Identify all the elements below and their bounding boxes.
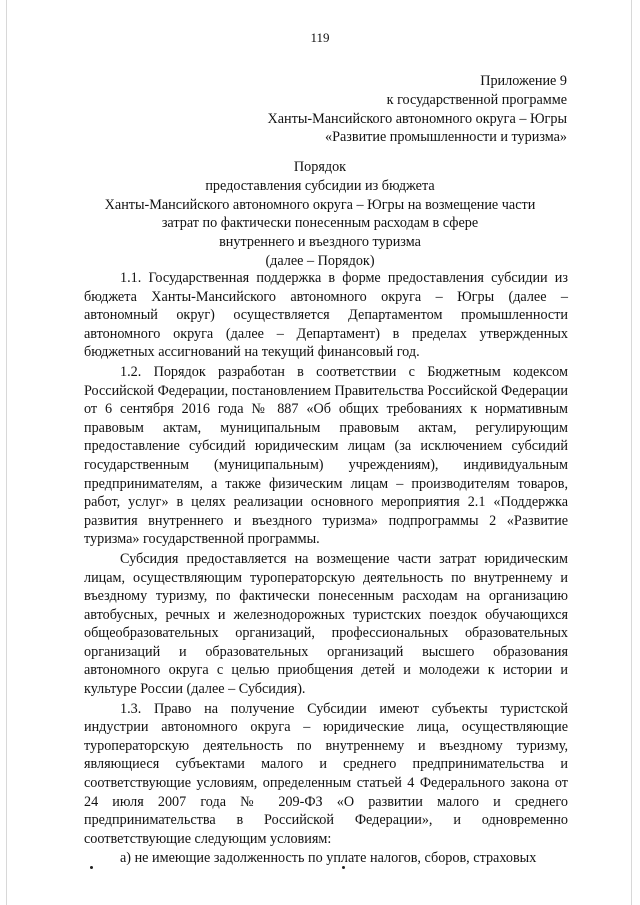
appendix-header	[267, 72, 567, 147]
page-number: 119	[310, 30, 330, 45]
title-line: предоставления субсидии из бюджета	[205, 177, 435, 194]
title-line: затрат по фактически понесенным расходам в сфере	[161, 215, 479, 232]
title-line: внутреннего и въездного туризма	[219, 234, 421, 251]
paragraph-1-3: 1.3. Право на получение Субсидии имеют субъекты туристской индустрии автономного округа – юридические лица, осуществляющие туроператорскую деятельность по внутреннему и въездному туризму, являющиеся субъектами малого и среднего предпринимательства и соответствующие условиям, определенным статьей 4 Федерального закона от 24 июля 2007 года № 209-ФЗ «О развитии малого и среднего предпринимательства в Российской Федерации», и одновременно соответствующие следующим условиям:	[84, 700, 568, 847]
title-line: (далее – Порядок)	[265, 252, 375, 269]
title-line: Ханты-Мансийского автономного округа – Югры на возмещение части	[104, 196, 536, 213]
appendix-line: «Развитие промышленности и туризма»	[324, 129, 567, 146]
paragraph-subsidy: Субсидия предоставляется на возмещение части затрат юридическим лицам, осуществляющим туроператорскую деятельность по внутреннему и въездному туризму, по фактически понесенным расходам на организацию автобусных, речных и железнодорожных туристских поездок обучающихся общеобразовательных организаций, профессиональных образовательных организаций и образовательных организаций высшего образования автономного округа с целью приобщения детей и молодежи к истории и культуре России (далее – Субсидия).	[84, 550, 568, 698]
appendix-line: к государственной программе	[386, 91, 567, 108]
document-title	[90, 158, 550, 271]
document-body	[84, 269, 568, 868]
paragraph-1-1: 1.1. Государственная поддержка в форме предоставления субсидии из бюджета Ханты-Мансийского автономного округа – Югры (далее – автономный округ) осуществляется Департаментом промышленности автономного округа (далее – Департамент) в пределах утвержденных бюджетных ассигнований на текущий финансовый год.	[84, 270, 568, 361]
title-line: Порядок	[293, 159, 347, 175]
page-edge-right	[631, 0, 632, 905]
appendix-line: Ханты-Мансийского автономного округа – Югры	[267, 110, 567, 127]
scan-speck	[90, 866, 93, 869]
scan-speck	[342, 866, 345, 869]
page-edge-left	[6, 0, 7, 905]
paragraph-1-2: 1.2. Порядок разработан в соответствии с Бюджетным кодексом Российской Федерации, постановлением Правительства Российской Федерации от 6 сентября 2016 года № 887 «Об общих требованиях к нормативным правовым актам, муниципальным правовым актам, регулирующим предоставление субсидий юридическим лицам (за исключением субсидий государственным (муниципальным) учреждениям), индивидуальным предпринимателям, а также физическим лицам – производителям товаров, работ, услуг» в целях реализации основного мероприятия 2.1 «Поддержка развития внутреннего и въездного туризма» подпрограммы 2 «Развитие туризма» государственной программы.	[84, 363, 568, 548]
appendix-line: Приложение 9	[480, 73, 567, 89]
paragraph-item-a: а) не имеющие задолженность по уплате налогов, сборов, страховых	[120, 850, 537, 867]
